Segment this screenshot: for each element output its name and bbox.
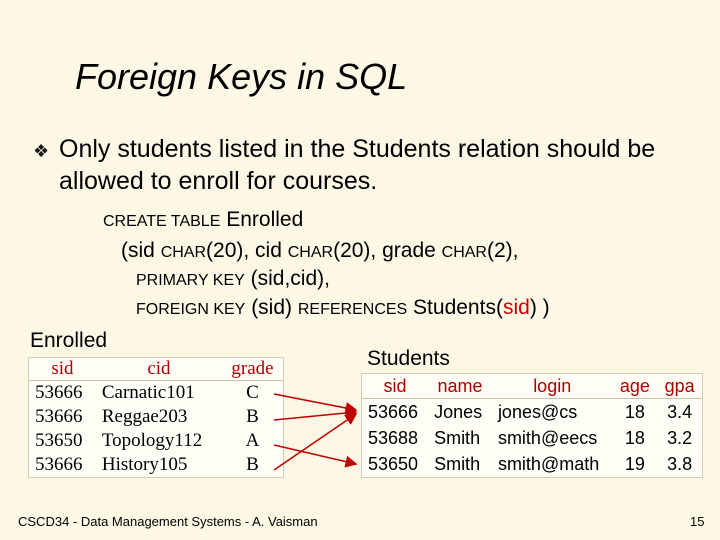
sql-text: (20), grade (333, 239, 442, 262)
table-cell: B (246, 406, 259, 427)
table-cell: 53650 (35, 430, 83, 451)
sql-text: (sid (121, 239, 161, 262)
sql-text: (2), (486, 239, 519, 262)
table-cell: History105 (101, 454, 188, 475)
table-cell: Reggae203 (101, 406, 188, 427)
sql-keyword: CHAR (160, 244, 207, 261)
table-cell: 18 (624, 427, 645, 448)
table-cell: 53688 (368, 427, 419, 448)
reference-arrow (274, 412, 356, 420)
column-header: age (612, 374, 657, 399)
sql-keyword: CREATE TABLE (103, 213, 221, 230)
sql-keyword: REFERENCES (297, 301, 408, 318)
table-cell: 53666 (35, 382, 83, 403)
table-cell: C (246, 382, 259, 403)
column-header: gpa (657, 374, 702, 399)
sql-highlight: sid (502, 296, 530, 319)
table-cell: 53650 (368, 453, 419, 474)
table-cell: 18 (624, 401, 645, 422)
table-cell: smith@math (497, 453, 600, 474)
sql-keyword: CHAR (287, 244, 334, 261)
column-header: login (492, 374, 613, 399)
slide-title: Foreign Keys in SQL (75, 56, 408, 97)
table-cell: jones@cs (497, 401, 578, 422)
table-cell: B (246, 454, 259, 475)
sql-text: ) ) (529, 296, 550, 319)
table-cell: Smith (434, 453, 481, 474)
bullet-icon: ❖ (33, 141, 50, 161)
sql-text: (sid,cid), (244, 267, 330, 290)
table-cell: 53666 (35, 454, 83, 475)
column-header: sid (29, 358, 96, 381)
table-cell: 3.2 (667, 427, 693, 448)
table-cell: 19 (624, 453, 645, 474)
sql-keyword: FOREIGN KEY (136, 301, 246, 318)
sql-text: (sid) (245, 296, 298, 319)
footer-text: CSCD34 - Data Management Systems - A. Vaisman (18, 514, 318, 529)
enrolled-label: Enrolled (30, 329, 108, 352)
sql-text: Students( (407, 296, 503, 319)
table-cell: 53666 (368, 401, 419, 422)
sql-text: Enrolled (220, 208, 304, 231)
table-cell: 3.8 (667, 453, 693, 474)
column-header: name (428, 374, 492, 399)
students-label: Students (367, 347, 450, 370)
table-cell: Carnatic101 (101, 382, 195, 403)
column-header: sid (362, 374, 429, 399)
table-cell: Smith (434, 427, 481, 448)
reference-arrow (274, 394, 356, 410)
sql-keyword: CHAR (441, 244, 487, 261)
table-cell: 53666 (35, 406, 83, 427)
page-number: 15 (690, 514, 705, 529)
sql-text: (20), cid (206, 239, 288, 262)
column-header: grade (222, 358, 283, 381)
table-cell: A (245, 430, 260, 451)
sql-keyword: PRIMARY KEY (136, 272, 245, 289)
table-cell: 3.4 (667, 401, 693, 422)
table-cell: smith@eecs (497, 427, 598, 448)
table-cell: Topology112 (101, 430, 203, 451)
column-header: cid (96, 358, 222, 381)
table-cell: Jones (434, 401, 483, 422)
bullet-text: Only students listed in the Students relation should be allowed to enroll for courses. (59, 135, 656, 195)
